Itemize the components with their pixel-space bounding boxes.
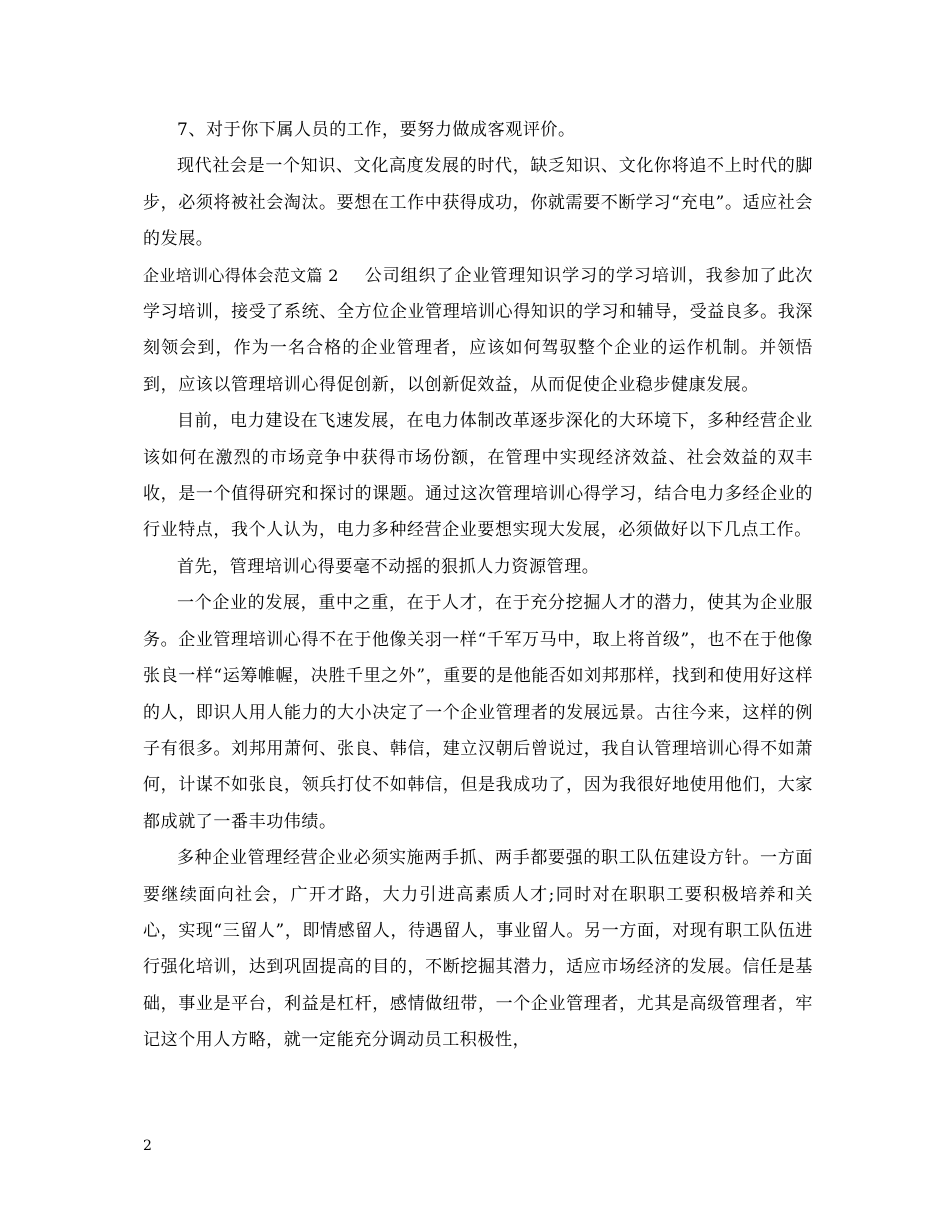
page-number: 2 <box>143 1138 152 1154</box>
paragraph-first-point: 首先，管理培训心得要毫不动摇的狠抓人力资源管理。 <box>177 556 600 577</box>
paragraph-power-construction: 目前，电力建设在飞速发展，在电力体制改革逐步深化的大环境下，多种经营企业该如何在激烈的市场竞争中获得市场份额，在管理中实现经济效益、社会效益的双丰收，是一个值得研究和探讨的课题。通过这次管理培训心得学习，结合电力多经企业的行业特点，我个人认为，电力多种经营企业要想实现大发展，必须做好以下几点工作。 <box>143 411 813 541</box>
paragraph-workforce-policy: 多种企业管理经营企业必须实施两手抓、两手都要强的职工队伍建设方针。一方面要继续面向社会，广开才路，大力引进高素质人才;同时对在职职工要积极培养和关心，实现“三留人”，即情感留人，待遇留人，事业留人。另一方面，对现有职工队伍进行强化培训，达到巩固提高的目的，不断挖掘其潜力，适应市场经济的发展。信任是基础，事业是平台，利益是杠杆，感情做纽带，一个企业管理者，尤其是高级管理者，牢记这个用人方略，就一定能充分调动员工积极性， <box>143 848 813 1051</box>
document-body <box>143 112 813 1059</box>
section-heading: 企业培训心得体会范文篇 2 <box>143 265 339 285</box>
paragraph-training-intro <box>143 258 813 404</box>
paragraph-modern-society: 现代社会是一个知识、文化高度发展的时代，缺乏知识、文化你将追不上时代的脚步，必须将被社会淘汰。要想在工作中获得成功，你就需要不断学习“充电”。适应社会的发展。 <box>143 156 813 250</box>
paragraph-item-7: 7、对于你下属人员的工作，要努力做成客观评价。 <box>177 120 576 140</box>
paragraph-training-intro-text: 公司组织了企业管理知识学习的学习培训，我参加了此次学习培训，接受了系统、全方位企业管理培训心得知识的学习和辅导，受益良多。我深刻领会到，作为一名合格的企业管理者，应该如何驾驭整个企业的运作机制。并领悟到，应该以管理培训心得促创新，以创新促效益，从而促使企业稳步健康发展。 <box>143 265 813 395</box>
paragraph-talent: 一个企业的发展，重中之重，在于人才，在于充分挖掘人才的潜力，使其为企业服务。企业管理培训心得不在于他像关羽一样“千军万马中，取上将首级”，也不在于他像张良一样“运筹帷幄，决胜千里之外”，重要的是他能否如刘邦那样，找到和使用好这样的人，即识人用人能力的大小决定了一个企业管理者的发展远景。古往今来，这样的例子有很多。刘邦用萧何、张良、韩信，建立汉朝后曾说过，我自认管理培训心得不如萧何，计谋不如张良，领兵打仗不如韩信，但是我成功了，因为我很好地使用他们，大家都成就了一番丰功伟绩。 <box>143 593 813 832</box>
